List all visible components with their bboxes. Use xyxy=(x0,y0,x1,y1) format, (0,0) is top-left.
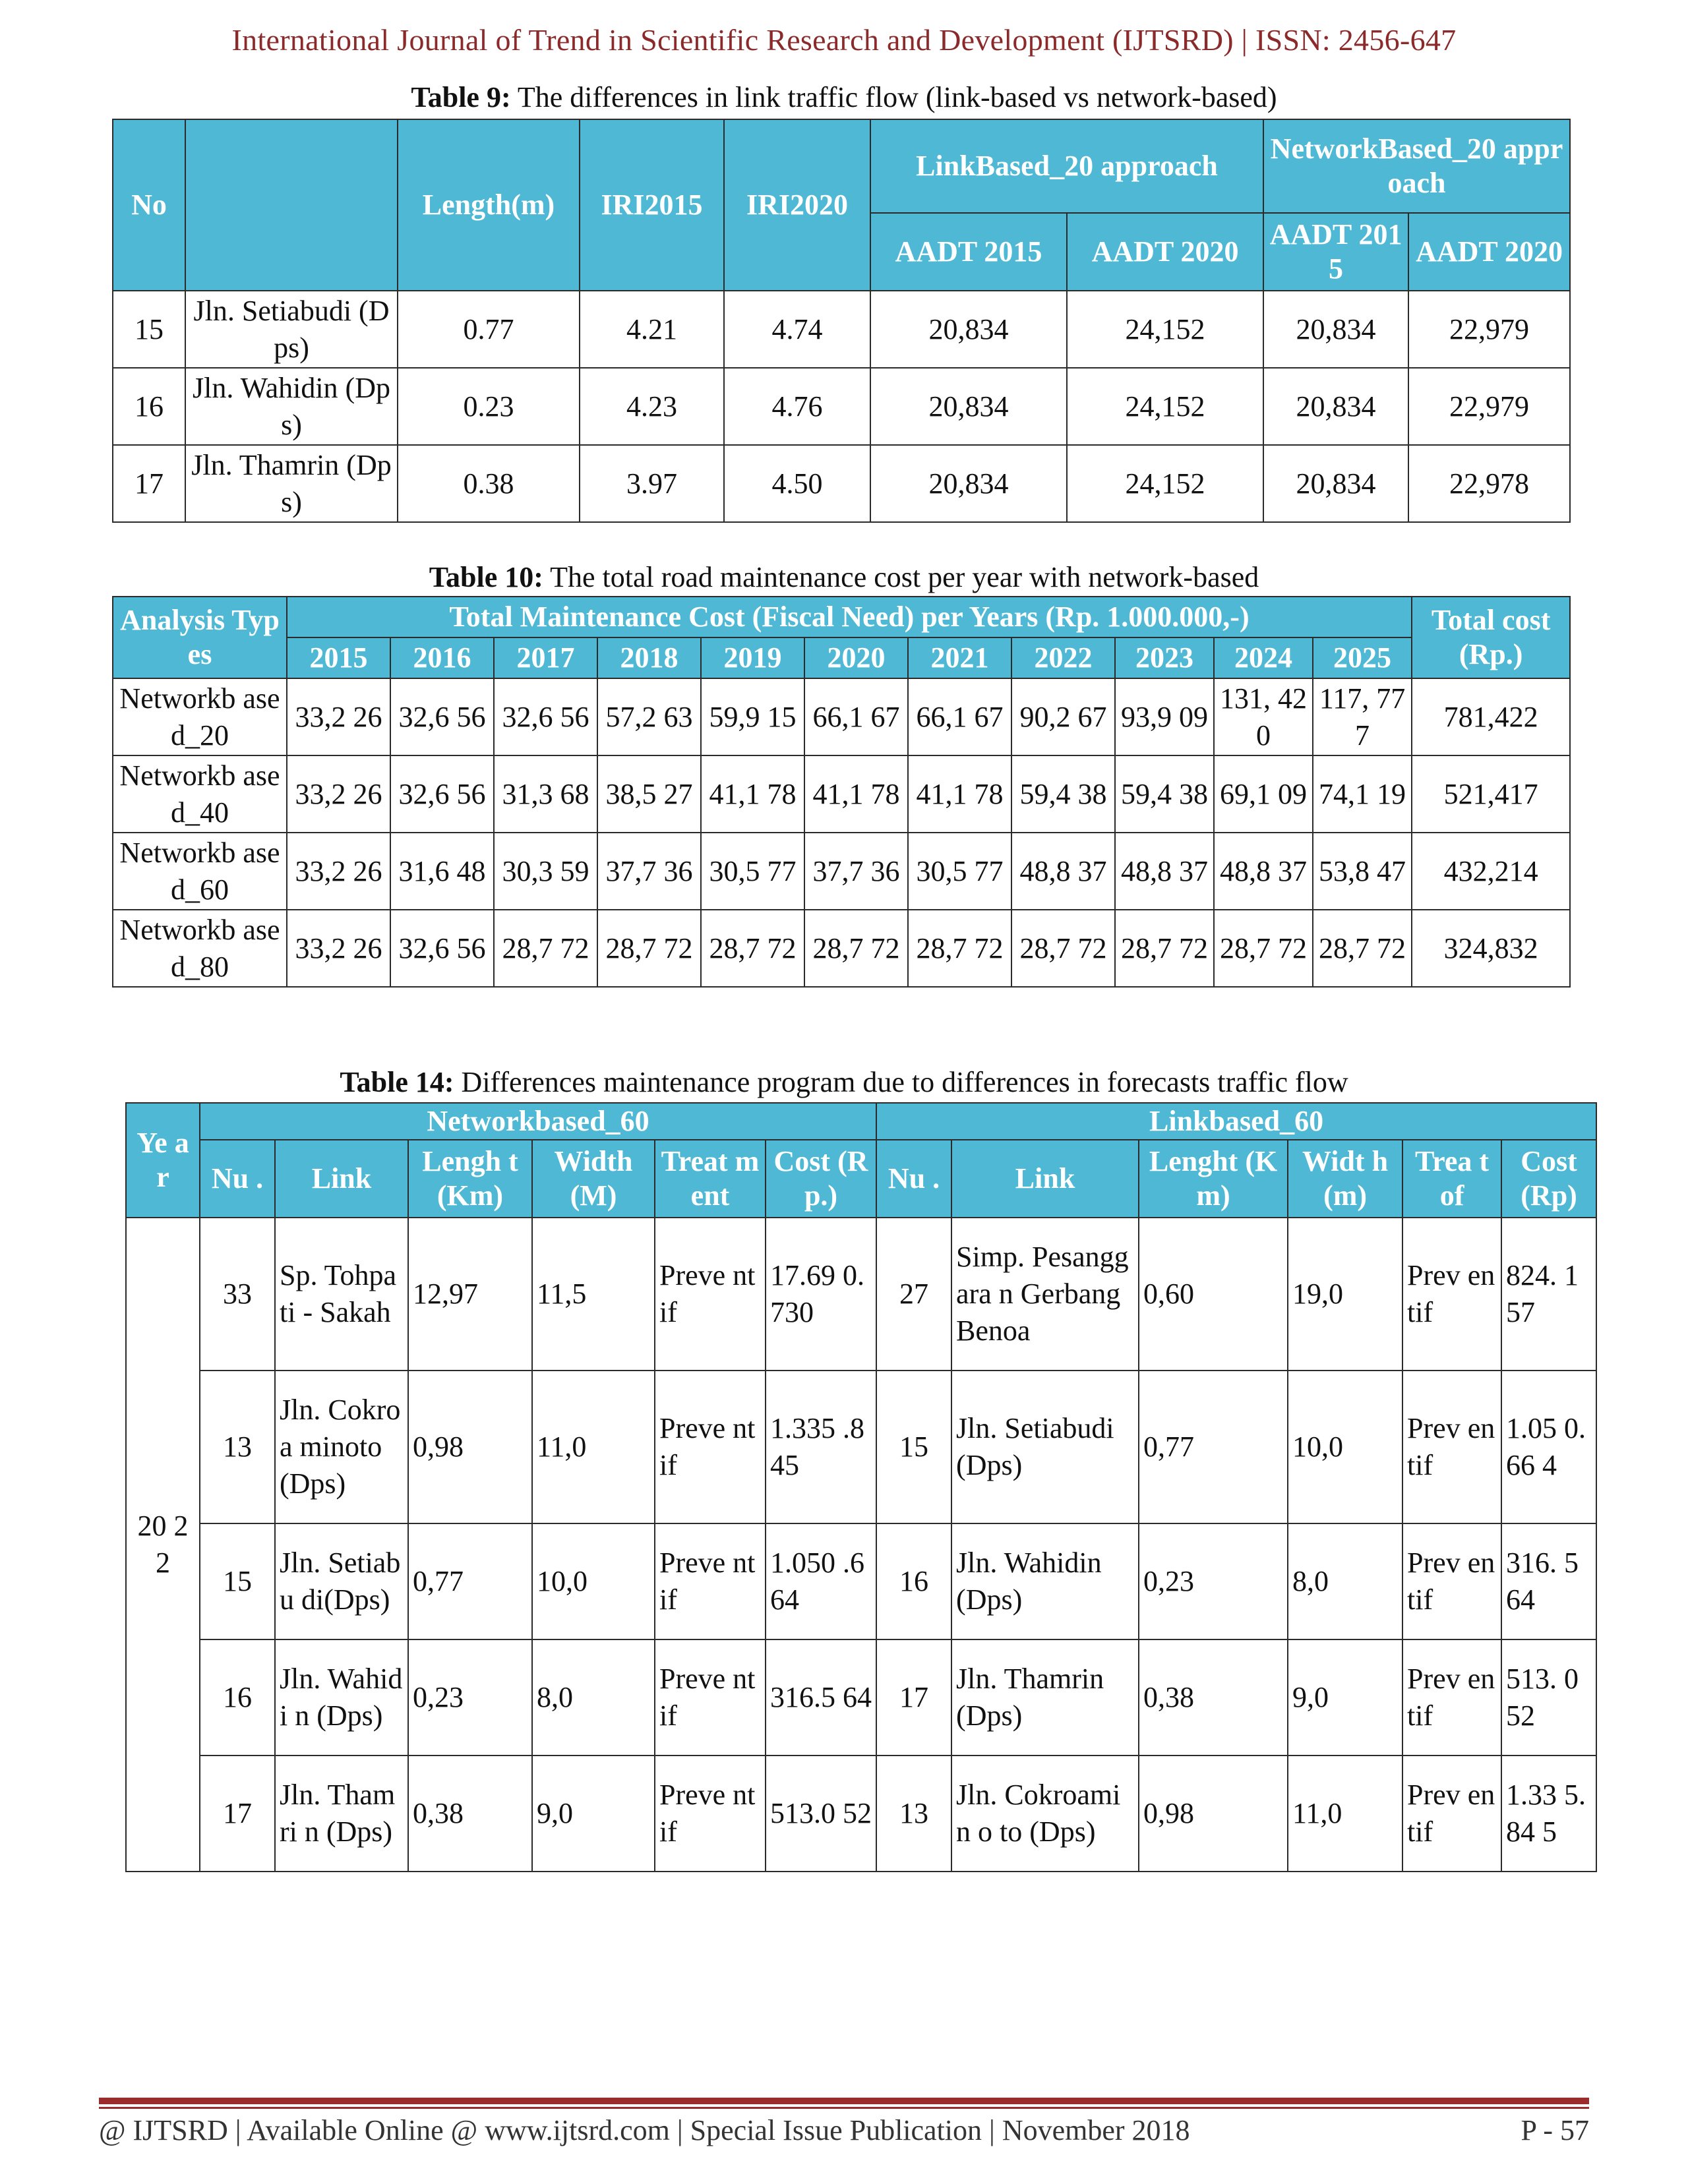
column-header: Widt h(m) xyxy=(1288,1140,1402,1218)
table-cell: 17 xyxy=(200,1756,275,1872)
page-number: P - 57 xyxy=(1521,2114,1589,2146)
table-cell: 20,834 xyxy=(870,368,1067,445)
table-cell: 11,0 xyxy=(532,1371,655,1523)
table-cell: 17 xyxy=(113,445,185,522)
table-cell: 1.33 5.84 5 xyxy=(1501,1756,1596,1872)
table-cell: 38,5 27 xyxy=(597,755,701,833)
table-cell: 28,7 72 xyxy=(1011,910,1115,987)
table-cell: 28,7 72 xyxy=(1214,910,1313,987)
table-cell: 28,7 72 xyxy=(701,910,804,987)
table-cell: Jln. Setiabudi (Dps) xyxy=(185,291,398,368)
table-row xyxy=(113,368,1570,445)
table-cell: 28,7 72 xyxy=(1115,910,1214,987)
table-cell: 1.05 0.66 4 xyxy=(1501,1371,1596,1523)
column-header: Lengh t(Km) xyxy=(408,1140,532,1218)
column-header: Lenght (Km) xyxy=(1139,1140,1288,1218)
table-cell: Jln. Wahidin (Dps) xyxy=(185,368,398,445)
table-cell: 16 xyxy=(876,1523,951,1639)
table-cell: Networkb ased_80 xyxy=(113,910,287,987)
table-cell: 1.335 .845 xyxy=(766,1371,876,1523)
table-cell: 20,834 xyxy=(870,445,1067,522)
table-cell: 33 xyxy=(200,1218,275,1371)
table-cell: 10,0 xyxy=(532,1523,655,1639)
table-cell: 28,7 72 xyxy=(1313,910,1412,987)
table-cell: 13 xyxy=(200,1371,275,1523)
table-cell: 74,1 19 xyxy=(1313,755,1412,833)
table-cell: 4.23 xyxy=(580,368,724,445)
table-cell: 11,0 xyxy=(1288,1756,1402,1872)
table-cell: Preve ntif xyxy=(655,1218,766,1371)
table-cell: 824. 157 xyxy=(1501,1218,1596,1371)
table-cell: 22,979 xyxy=(1408,368,1570,445)
table-cell: 20,834 xyxy=(870,291,1067,368)
table-cell: 0,77 xyxy=(408,1523,532,1639)
column-header: Cost (Rp) xyxy=(1501,1140,1596,1218)
table-cell: 24,152 xyxy=(1067,368,1263,445)
table-cell: 432,214 xyxy=(1412,833,1570,910)
table-cell: Prev entif xyxy=(1402,1218,1501,1371)
footer-left: @ IJTSRD | Available Online @ www.ijtsrd.com | Special Issue Publication | November 2018 xyxy=(99,2114,1190,2146)
year-header: 2024 xyxy=(1214,637,1313,678)
t9-header-no: No xyxy=(113,119,185,291)
table-cell: 131, 420 xyxy=(1214,678,1313,755)
column-header: Nu . xyxy=(200,1140,275,1218)
table-cell: 28,7 72 xyxy=(494,910,597,987)
table-cell: 513.0 52 xyxy=(766,1756,876,1872)
table-cell: Networkb ased_60 xyxy=(113,833,287,910)
table-cell: Jln. Wahidi n (Dps) xyxy=(275,1639,408,1756)
table9-caption-text: The differences in link traffic flow (link-based vs network-based) xyxy=(510,81,1277,113)
table-cell: 57,2 63 xyxy=(597,678,701,755)
table-cell: 33,2 26 xyxy=(287,678,390,755)
table-cell: 316. 564 xyxy=(1501,1523,1596,1639)
table-row xyxy=(126,1523,1596,1639)
table-cell: Prev entif xyxy=(1402,1639,1501,1756)
table-cell: 0,77 xyxy=(1139,1371,1288,1523)
table-cell: 32,6 56 xyxy=(390,678,494,755)
column-header: Link xyxy=(951,1140,1139,1218)
table14-caption xyxy=(0,1065,1688,1099)
t14-header-year: Ye ar xyxy=(126,1103,200,1218)
column-header: Treat ment xyxy=(655,1140,766,1218)
table-cell: 30,3 59 xyxy=(494,833,597,910)
table14-caption-label: Table 14: xyxy=(340,1066,454,1098)
table-cell: 48,8 37 xyxy=(1115,833,1214,910)
table-cell: 24,152 xyxy=(1067,291,1263,368)
table-cell: 19,0 xyxy=(1288,1218,1402,1371)
t10-header-analysis: Analysis Types xyxy=(113,597,287,678)
table-cell: 93,9 09 xyxy=(1115,678,1214,755)
table-cell: 11,5 xyxy=(532,1218,655,1371)
table14-caption-text: Differences maintenance program due to differences in forecasts traffic flow xyxy=(454,1066,1348,1098)
table-cell: 32,6 56 xyxy=(390,910,494,987)
t9-header-iri2015: IRI2015 xyxy=(580,119,724,291)
table-cell: 66,1 67 xyxy=(908,678,1011,755)
table-row xyxy=(126,1639,1596,1756)
table-cell: Sp. Tohpati - Sakah xyxy=(275,1218,408,1371)
table-row xyxy=(113,445,1570,522)
table-cell: 781,422 xyxy=(1412,678,1570,755)
table-cell: 32,6 56 xyxy=(494,678,597,755)
t14-header-networkbased: Networkbased_60 xyxy=(200,1103,876,1140)
table-cell: 32,6 56 xyxy=(390,755,494,833)
table-cell: 8,0 xyxy=(532,1639,655,1756)
table-cell: 31,3 68 xyxy=(494,755,597,833)
table10-caption-text: The total road maintenance cost per year with network-based xyxy=(543,561,1259,593)
t9-header-linkbased: LinkBased_20 approach xyxy=(870,119,1263,213)
table-cell: 521,417 xyxy=(1412,755,1570,833)
column-header: Nu . xyxy=(876,1140,951,1218)
table-cell: Jln. Cokroa minoto (Dps) xyxy=(275,1371,408,1523)
column-header: Trea t of xyxy=(1402,1140,1501,1218)
table-row xyxy=(113,678,1570,755)
table-cell: 17 xyxy=(876,1639,951,1756)
table-cell: 0,23 xyxy=(1139,1523,1288,1639)
table-cell: 4.74 xyxy=(724,291,870,368)
table10-caption xyxy=(0,560,1688,594)
table-cell: 33,2 26 xyxy=(287,833,390,910)
t9-header-link xyxy=(185,119,398,291)
table-cell: 16 xyxy=(200,1639,275,1756)
table-cell: 8,0 xyxy=(1288,1523,1402,1639)
table-cell: Jln. Setiabu di(Dps) xyxy=(275,1523,408,1639)
table-cell: 3.97 xyxy=(580,445,724,522)
table-cell: 28,7 72 xyxy=(908,910,1011,987)
table-cell: 12,97 xyxy=(408,1218,532,1371)
year-cell: 20 22 xyxy=(126,1218,200,1872)
t9-header-networkbased: NetworkBased_20 approach xyxy=(1263,119,1570,213)
table-cell: 30,5 77 xyxy=(701,833,804,910)
year-header: 2015 xyxy=(287,637,390,678)
table-cell: 1.050 .664 xyxy=(766,1523,876,1639)
year-header: 2019 xyxy=(701,637,804,678)
table-cell: 15 xyxy=(113,291,185,368)
table-cell: Jln. Cokroamin o to (Dps) xyxy=(951,1756,1139,1872)
table-cell: 37,7 36 xyxy=(597,833,701,910)
t9-header-lb-aadt2020: AADT 2020 xyxy=(1067,213,1263,291)
table-cell: Networkb ased_20 xyxy=(113,678,287,755)
table-cell: 28,7 72 xyxy=(597,910,701,987)
table-row xyxy=(126,1218,1596,1371)
table-cell: Preve ntif xyxy=(655,1639,766,1756)
table-cell: 0,23 xyxy=(408,1639,532,1756)
table-cell: 10,0 xyxy=(1288,1371,1402,1523)
t9-header-iri2020: IRI2020 xyxy=(724,119,870,291)
table-cell: 24,152 xyxy=(1067,445,1263,522)
t10-header-total: Total cost(Rp.) xyxy=(1412,597,1570,678)
table-cell: 15 xyxy=(200,1523,275,1639)
table-cell: 20,834 xyxy=(1263,368,1408,445)
year-header: 2021 xyxy=(908,637,1011,678)
table-cell: Jln. Wahidin (Dps) xyxy=(951,1523,1139,1639)
table-cell: 15 xyxy=(876,1371,951,1523)
table-cell: 53,8 47 xyxy=(1313,833,1412,910)
table-cell: 0.38 xyxy=(398,445,580,522)
table-cell: Prev entif xyxy=(1402,1371,1501,1523)
table-cell: 513. 052 xyxy=(1501,1639,1596,1756)
table-row xyxy=(113,291,1570,368)
year-header: 2020 xyxy=(804,637,908,678)
table-row xyxy=(113,755,1570,833)
table9-caption-label: Table 9: xyxy=(411,81,511,113)
table10 xyxy=(112,596,1571,988)
table-cell: 28,7 72 xyxy=(804,910,908,987)
table-cell: 22,979 xyxy=(1408,291,1570,368)
table14 xyxy=(125,1102,1597,1872)
table-cell: 59,9 15 xyxy=(701,678,804,755)
journal-header: International Journal of Trend in Scientific Research and Development (IJTSRD) | ISSN: 2456-647 xyxy=(231,23,1457,57)
table-cell: 0.23 xyxy=(398,368,580,445)
table-cell: Preve ntif xyxy=(655,1756,766,1872)
table-cell: 31,6 48 xyxy=(390,833,494,910)
table-cell: 41,1 78 xyxy=(804,755,908,833)
table-cell: 59,4 38 xyxy=(1011,755,1115,833)
table-cell: 16 xyxy=(113,368,185,445)
table-cell: 33,2 26 xyxy=(287,910,390,987)
t9-header-length: Length(m) xyxy=(398,119,580,291)
t14-header-linkbased: Linkbased_60 xyxy=(876,1103,1596,1140)
table-row xyxy=(126,1756,1596,1872)
table-cell: 4.76 xyxy=(724,368,870,445)
table-cell: 69,1 09 xyxy=(1214,755,1313,833)
table-cell: 48,8 37 xyxy=(1214,833,1313,910)
footer-rule-thin xyxy=(99,2107,1589,2109)
table-row xyxy=(113,910,1570,987)
table9 xyxy=(112,119,1571,523)
page-footer xyxy=(99,2113,1589,2147)
table-cell: 0.77 xyxy=(398,291,580,368)
column-header: Link xyxy=(275,1140,408,1218)
year-header: 2017 xyxy=(494,637,597,678)
table-cell: 9,0 xyxy=(532,1756,655,1872)
table-cell: 316.5 64 xyxy=(766,1639,876,1756)
t9-header-nb-aadt2015: AADT 2015 xyxy=(1263,213,1408,291)
table-cell: 41,1 78 xyxy=(908,755,1011,833)
table-cell: 0,60 xyxy=(1139,1218,1288,1371)
table-cell: 37,7 36 xyxy=(804,833,908,910)
table-cell: Preve ntif xyxy=(655,1371,766,1523)
year-header: 2016 xyxy=(390,637,494,678)
table-cell: 0,38 xyxy=(408,1756,532,1872)
table-cell: 17.69 0.730 xyxy=(766,1218,876,1371)
table-cell: 20,834 xyxy=(1263,445,1408,522)
table-cell: 9,0 xyxy=(1288,1639,1402,1756)
table-cell: 22,978 xyxy=(1408,445,1570,522)
column-header: Cost (Rp.) xyxy=(766,1140,876,1218)
table-cell: Jln. Setiabudi (Dps) xyxy=(951,1371,1139,1523)
table-cell: Simp. Pesanggara n Gerbang Benoa xyxy=(951,1218,1139,1371)
t9-header-lb-aadt2015: AADT 2015 xyxy=(870,213,1067,291)
table-cell: 13 xyxy=(876,1756,951,1872)
t9-header-nb-aadt2020: AADT 2020 xyxy=(1408,213,1570,291)
t10-header-total-cost-group: Total Maintenance Cost (Fiscal Need) per Years (Rp. 1.000.000,-) xyxy=(287,597,1412,637)
column-header: Width (M) xyxy=(532,1140,655,1218)
table-cell: Networkb ased_40 xyxy=(113,755,287,833)
year-header: 2023 xyxy=(1115,637,1214,678)
table-row xyxy=(113,833,1570,910)
table9-caption xyxy=(0,80,1688,114)
table-cell: Jln. Thamri n (Dps) xyxy=(275,1756,408,1872)
table-cell: Prev entif xyxy=(1402,1756,1501,1872)
table-cell: 30,5 77 xyxy=(908,833,1011,910)
table-cell: 324,832 xyxy=(1412,910,1570,987)
table-cell: 41,1 78 xyxy=(701,755,804,833)
table-cell: 117, 777 xyxy=(1313,678,1412,755)
year-header: 2022 xyxy=(1011,637,1115,678)
table-cell: Jln. Thamrin (Dps) xyxy=(185,445,398,522)
table-cell: Prev entif xyxy=(1402,1523,1501,1639)
footer-rule-thick xyxy=(99,2098,1589,2104)
table-cell: 4.21 xyxy=(580,291,724,368)
table-cell: 4.50 xyxy=(724,445,870,522)
table-cell: 48,8 37 xyxy=(1011,833,1115,910)
table-cell: Jln. Thamrin (Dps) xyxy=(951,1639,1139,1756)
table-cell: 0,38 xyxy=(1139,1639,1288,1756)
table-cell: 27 xyxy=(876,1218,951,1371)
table-cell: Preve ntif xyxy=(655,1523,766,1639)
table10-caption-label: Table 10: xyxy=(429,561,543,593)
table-cell: 59,4 38 xyxy=(1115,755,1214,833)
table-cell: 20,834 xyxy=(1263,291,1408,368)
table-cell: 0,98 xyxy=(1139,1756,1288,1872)
year-header: 2018 xyxy=(597,637,701,678)
table-cell: 66,1 67 xyxy=(804,678,908,755)
table-row xyxy=(126,1371,1596,1523)
table-cell: 33,2 26 xyxy=(287,755,390,833)
year-header: 2025 xyxy=(1313,637,1412,678)
table-cell: 90,2 67 xyxy=(1011,678,1115,755)
table-cell: 0,98 xyxy=(408,1371,532,1523)
